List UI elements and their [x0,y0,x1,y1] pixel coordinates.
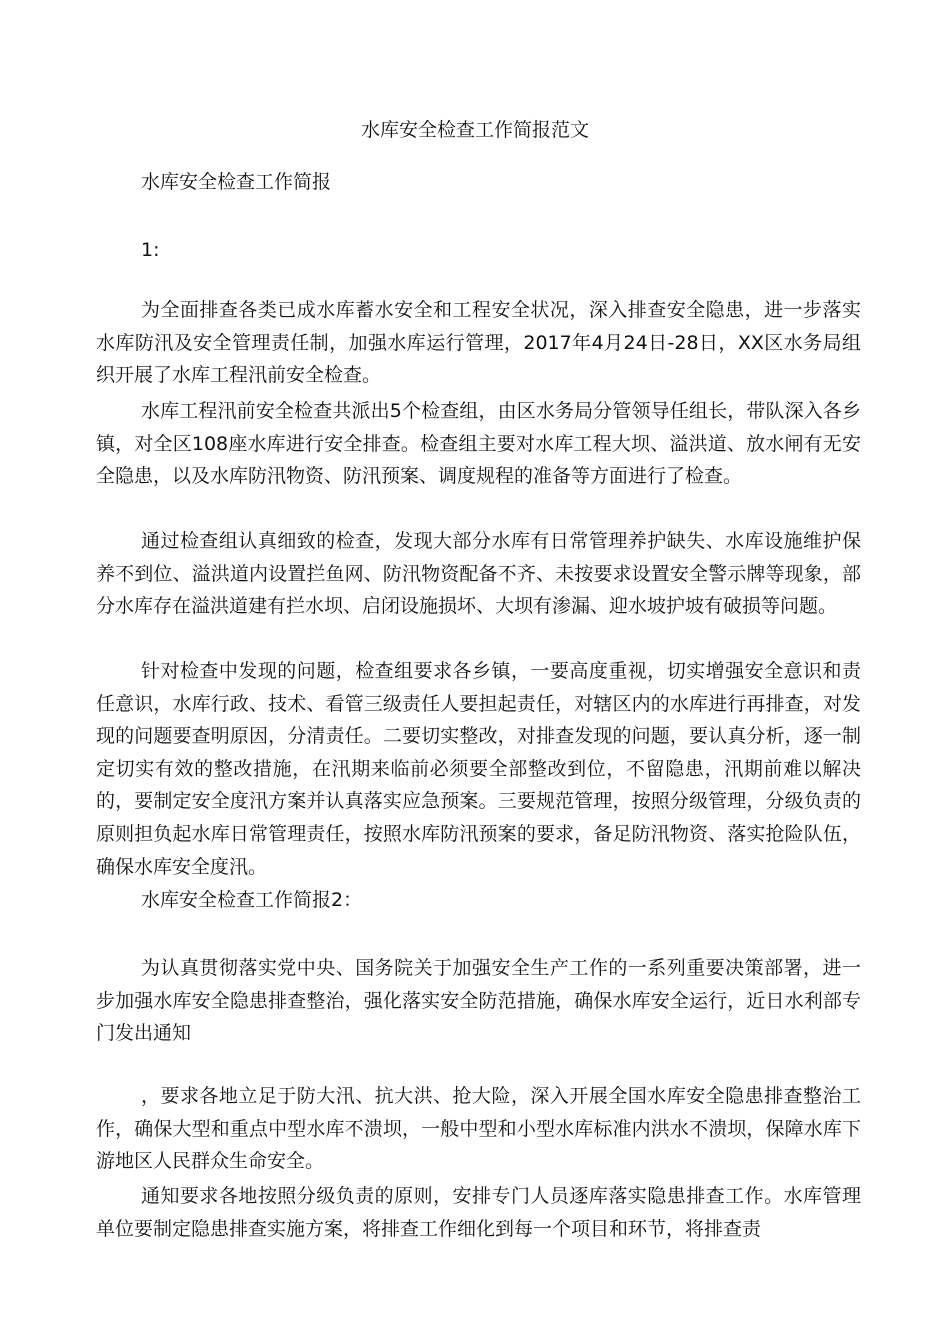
section-2-label: 水库安全检查工作简报2： [141,889,363,911]
paragraph-1: 为全面排查各类已成水库蓄水安全和工程安全状况，深入排查安全隐患，进一步落实水库防汛及安全管理责任制，加强水库运行管理，2017年4月24日-28日，XX区水务局组织开展了水库工程汛前安全检查。 [96,299,861,387]
section-1-label: 1: [141,239,160,261]
document-title: 水库安全检查工作简报范文 [360,119,589,141]
paragraph-7: 通知要求各地按照分级负责的原则，安排专门人员逐库落实隐患排查工作。水库管理单位要制定隐患排查实施方案，将排查工作细化到每一个项目和环节，将排查责 [96,1185,861,1240]
document-subtitle: 水库安全检查工作简报 [141,171,332,193]
paragraph-3: 通过检查组认真细致的检查，发现大部分水库有日常管理养护缺失、水库设施维护保养不到位、溢洪道内设置拦鱼网、防汛物资配备不齐、未按要求设置安全警示牌等现象，部分水库存在溢洪道建有拦水坝、启闭设施损坏、大坝有渗漏、迎水坡护坡有破损等问题。 [96,530,861,618]
paragraph-6: ，要求各地立足于防大汛、抗大洪、抢大险，深入开展全国水库安全隐患排查整治工作，确保大型和重点中型水库不溃坝，一般中型和小型水库标准内洪水不溃坝，保障水库下游地区人民群众生命安全。 [96,1085,861,1173]
paragraph-2: 水库工程汛前安全检查共派出5个检查组，由区水务局分管领导任组长，带队深入各乡镇，对全区108座水库进行安全排查。检查组主要对水库工程大坝、溢洪道、放水闸有无安全隐患，以及水库防汛物资、防汛预案、调度规程的准备等方面进行了检查。 [96,400,861,488]
paragraph-4: 针对检查中发现的问题，检查组要求各乡镇，一要高度重视，切实增强安全意识和责任意识，水库行政、技术、看管三级责任人要担起责任，对辖区内的水库进行再排查，对发现的问题要查明原因，分清责任。二要切实整改，对排查发现的问题，要认真分析，逐一制定切实有效的整改措施，在汛期来临前必须要全部整改到位，不留隐患，汛期前难以解决的，要制定安全度汛方案并认真落实应急预案。三要规范管理，按照分级管理，分级负责的原则担负起水库日常管理责任，按照水库防汛预案的要求，备足防汛物资、落实抢险队伍，确保水库安全度汛。 [96,660,861,878]
paragraph-5: 为认真贯彻落实党中央、国务院关于加强安全生产工作的一系列重要决策部署，进一步加强水库安全隐患排查整治，强化落实安全防范措施，确保水库安全运行，近日水利部专门发出通知 [96,957,861,1045]
